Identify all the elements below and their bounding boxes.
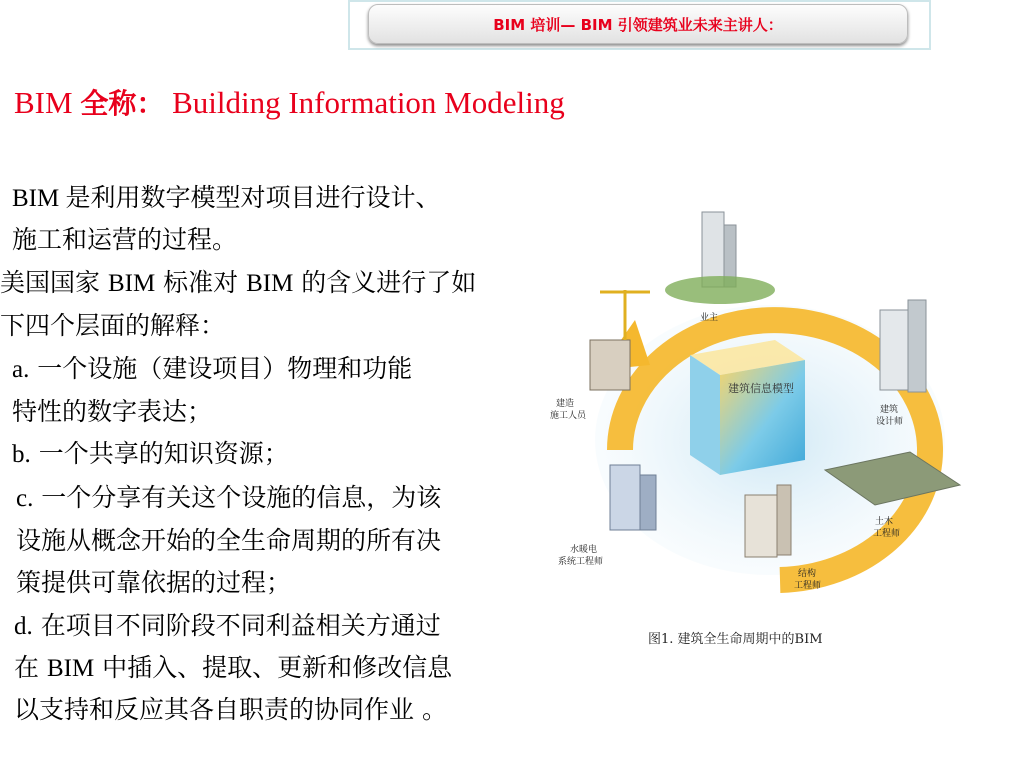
bim-lifecycle-figure — [540, 200, 980, 640]
bim-model-cube — [690, 340, 805, 475]
text-line: BIM 是利用数字模型对项目进行设计、 — [12, 183, 441, 212]
mep-label-1: 水暖电 — [570, 545, 598, 555]
constructor-label-1: 建造 — [556, 399, 575, 409]
structural-label-2: 工程师 — [794, 581, 822, 591]
text-line: 在 BIM 中插入、提取、更新和修改信息 — [14, 653, 453, 682]
title-prefix: BIM — [14, 85, 81, 120]
text-line: 设施从概念开始的全生命周期的所有决 — [16, 526, 442, 555]
page-title — [14, 82, 565, 122]
architect-building — [880, 300, 926, 392]
structural-label-1: 结构 — [798, 569, 817, 579]
title-label: 全称： — [80, 87, 165, 120]
architect-label-2: 设计师 — [876, 417, 904, 427]
header-banner — [368, 4, 908, 44]
figure-caption: 图1. 建筑全生命周期中的BIM — [648, 632, 823, 647]
structural-building — [745, 485, 791, 557]
mep-building — [610, 465, 656, 530]
constructor-label-2: 施工人员 — [550, 411, 587, 421]
text-line: 以支持和反应其各自职责的协同作业 。 — [14, 695, 447, 724]
mep-label-2: 系统工程师 — [558, 557, 604, 567]
banner-text: BIM 培训— BIM 引领建筑业未来主讲人： — [493, 15, 783, 34]
center-label: 建筑信息模型 — [728, 382, 794, 395]
text-line: 美国国家 BIM 标准对 BIM 的含义进行了如 — [0, 268, 477, 297]
civil-label-1: 土木 — [875, 517, 894, 527]
owner-label: 业主 — [700, 313, 719, 323]
title-value: Building Information Modeling — [172, 85, 565, 120]
text-line: 下四个层面的解释： — [0, 311, 226, 340]
text-line: a. 一个设施（建设项目）物理和功能 — [12, 354, 413, 383]
text-line: d. 在项目不同阶段不同利益相关方通过 — [14, 611, 441, 640]
architect-label-1: 建筑 — [880, 405, 899, 415]
header-banner-frame — [348, 0, 931, 50]
civil-label-2: 工程师 — [873, 529, 901, 539]
text-line: b. 一个共享的知识资源； — [12, 439, 289, 468]
text-line: 施工和运营的过程。 — [12, 225, 238, 254]
text-line: c. 一个分享有关这个设施的信息，为该 — [16, 483, 442, 512]
owner-building — [665, 212, 775, 304]
text-line: 策提供可靠依据的过程； — [16, 568, 292, 597]
text-line: 特性的数字表达； — [12, 397, 213, 426]
